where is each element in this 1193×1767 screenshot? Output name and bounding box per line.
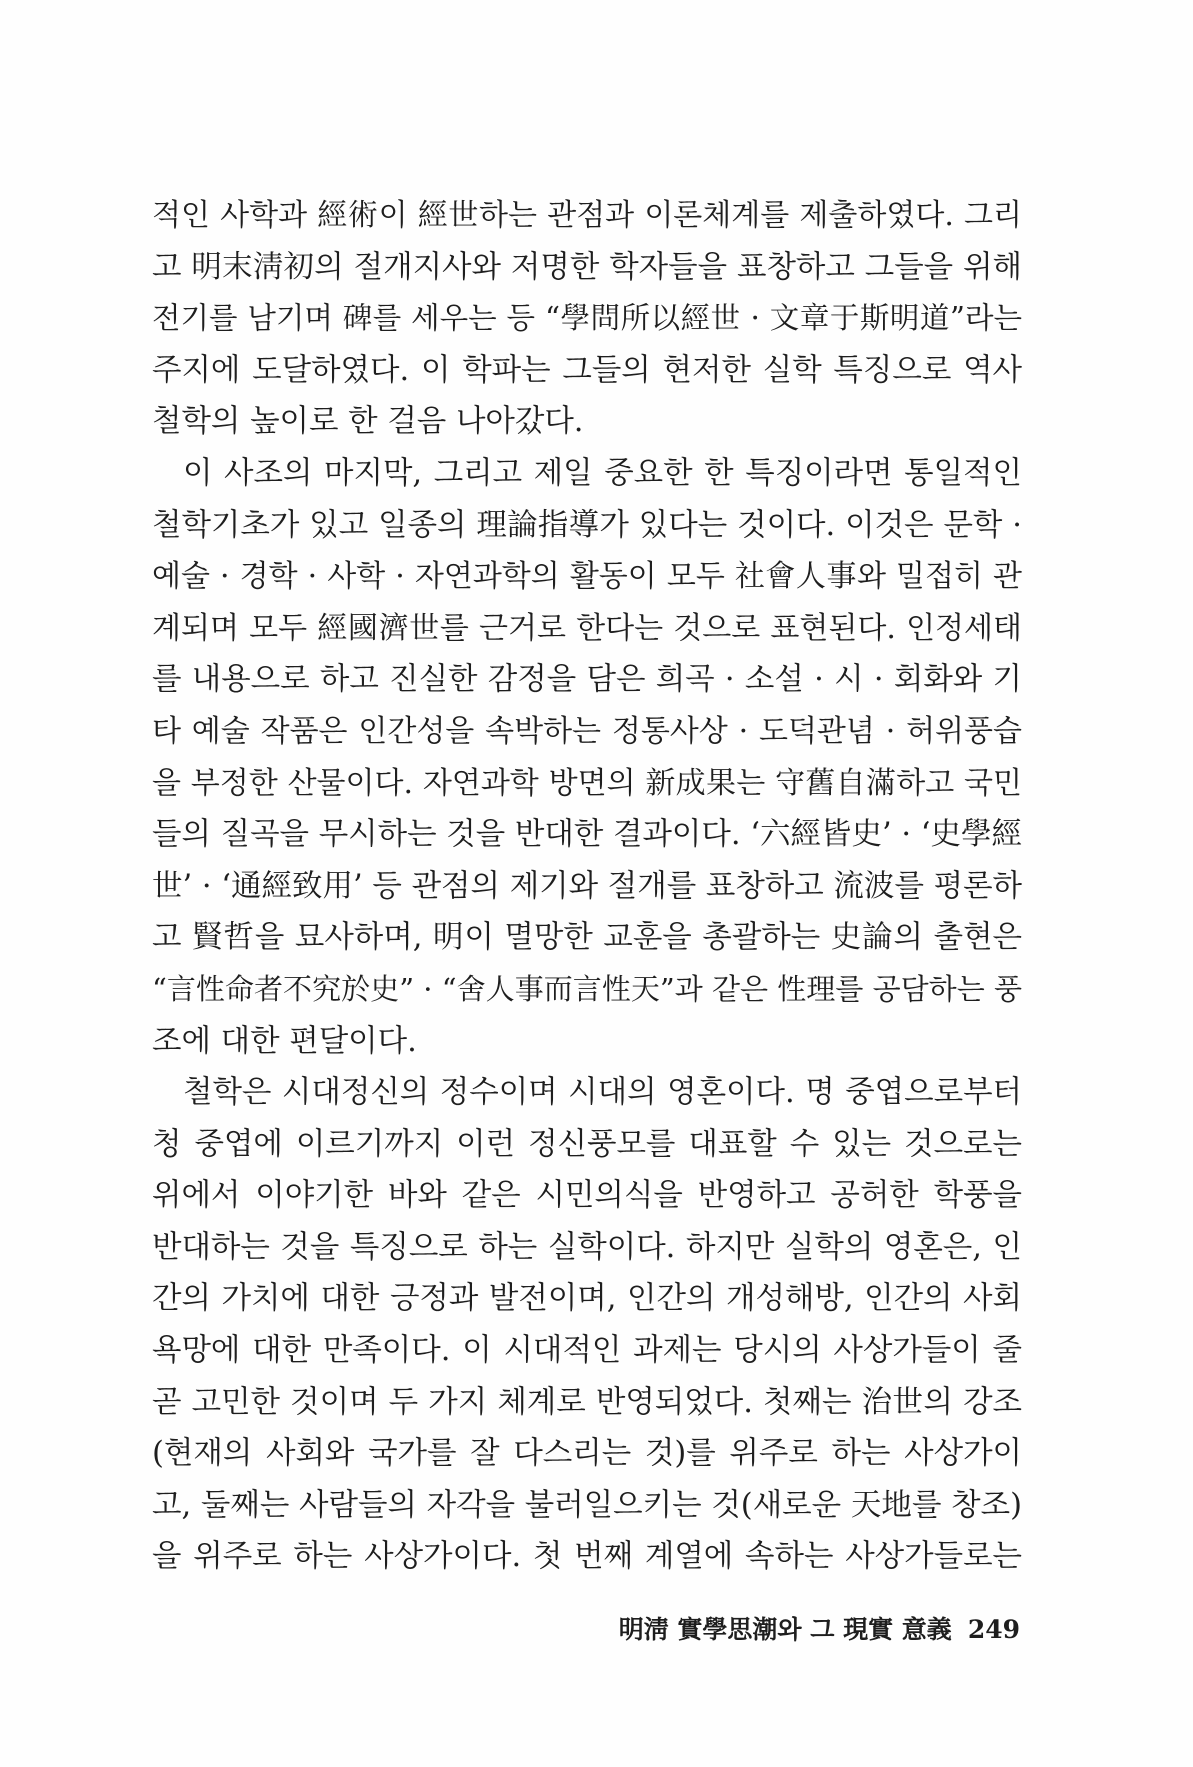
text-line: 계되며 모두 經國濟世를 근거로 한다는 것으로 표현된다. 인정세태: [152, 610, 1022, 646]
text-line: 곧 고민한 것이며 두 가지 체계로 반영되었다. 첫째는 治世의 강조: [152, 1384, 1022, 1420]
page-footer: [619, 1610, 1020, 1646]
text-line: 고, 둘째는 사람들의 자각을 불러일으키는 것(새로운 天地를 창조): [152, 1487, 1022, 1523]
text-line: 간의 가치에 대한 긍정과 발전이며, 인간의 개성해방, 인간의 사회: [152, 1281, 1022, 1317]
text-line: 을 부정한 산물이다. 자연과학 방면의 新成果는 守舊自滿하고 국민: [152, 765, 1022, 801]
text-line: 조에 대한 편달이다.: [152, 1023, 417, 1059]
text-line: 위에서 이야기한 바와 같은 시민의식을 반영하고 공허한 학풍을: [152, 1178, 1022, 1214]
text-line: 예술 · 경학 · 사학 · 자연과학의 활동이 모두 社會人事와 밀접히 관: [152, 559, 1022, 595]
text-line: 을 위주로 하는 사상가이다. 첫 번째 계열에 속하는 사상가들로는: [152, 1539, 1022, 1575]
text-line: 世’ · ‘通經致用’ 등 관점의 제기와 절개를 표창하고 流波를 평론하: [152, 868, 1022, 904]
text-line: 반대하는 것을 특징으로 하는 실학이다. 하지만 실학의 영혼은, 인: [152, 1229, 1022, 1265]
page-number: 249: [967, 1615, 1020, 1644]
body-text: [152, 190, 1022, 1583]
text-line: “言性命者不究於史” · “舍人事而言性天”과 같은 性理를 공담하는 풍: [152, 971, 1022, 1006]
running-title: 明淸 實學思潮와 그 現實 意義: [618, 1615, 952, 1644]
paragraph-3: [152, 1067, 1022, 1583]
text-line: 고 明末淸初의 절개지사와 저명한 학자들을 표창하고 그들을 위해: [152, 249, 1022, 285]
text-line: 철학의 높이로 한 걸음 나아갔다.: [152, 404, 584, 440]
text-line: 를 내용으로 하고 진실한 감정을 담은 희곡 · 소설 · 시 · 회화와 기: [152, 662, 1022, 698]
paragraph-1: [152, 190, 1022, 448]
text-line: 철학기초가 있고 일종의 理論指導가 있다는 것이다. 이것은 문학 ·: [152, 507, 1022, 543]
text-line: 적인 사학과 經術이 經世하는 관점과 이론체계를 제출하였다. 그리: [152, 198, 1022, 233]
text-line: 욕망에 대한 만족이다. 이 시대적인 과제는 당시의 사상가들이 줄: [152, 1333, 1022, 1369]
text-line: 전기를 남기며 碑를 세우는 등 “學問所以經世 · 文章于斯明道”라는: [152, 301, 1022, 336]
text-line: 철학은 시대정신의 정수이며 시대의 영혼이다. 명 중엽으로부터: [183, 1075, 1022, 1111]
text-line: 이 사조의 마지막, 그리고 제일 중요한 한 특징이라면 통일적인: [183, 455, 1022, 491]
text-line: 청 중엽에 이르기까지 이런 정신풍모를 대표할 수 있는 것으로는: [152, 1126, 1022, 1162]
text-line: (현재의 사회와 국가를 잘 다스리는 것)를 위주로 하는 사상가이: [152, 1436, 1022, 1472]
text-line: 타 예술 작품은 인간성을 속박하는 정통사상 · 도덕관념 · 허위풍습: [152, 713, 1022, 749]
paragraph-2: [152, 448, 1022, 1067]
text-line: 들의 질곡을 무시하는 것을 반대한 결과이다. ‘六經皆史’ · ‘史學經: [152, 817, 1022, 853]
text-line: 주지에 도달하였다. 이 학파는 그들의 현저한 실학 특징으로 역사: [152, 352, 1022, 388]
text-line: 고 賢哲을 묘사하며, 明이 멸망한 교훈을 총괄하는 史論의 출현은: [152, 920, 1022, 956]
